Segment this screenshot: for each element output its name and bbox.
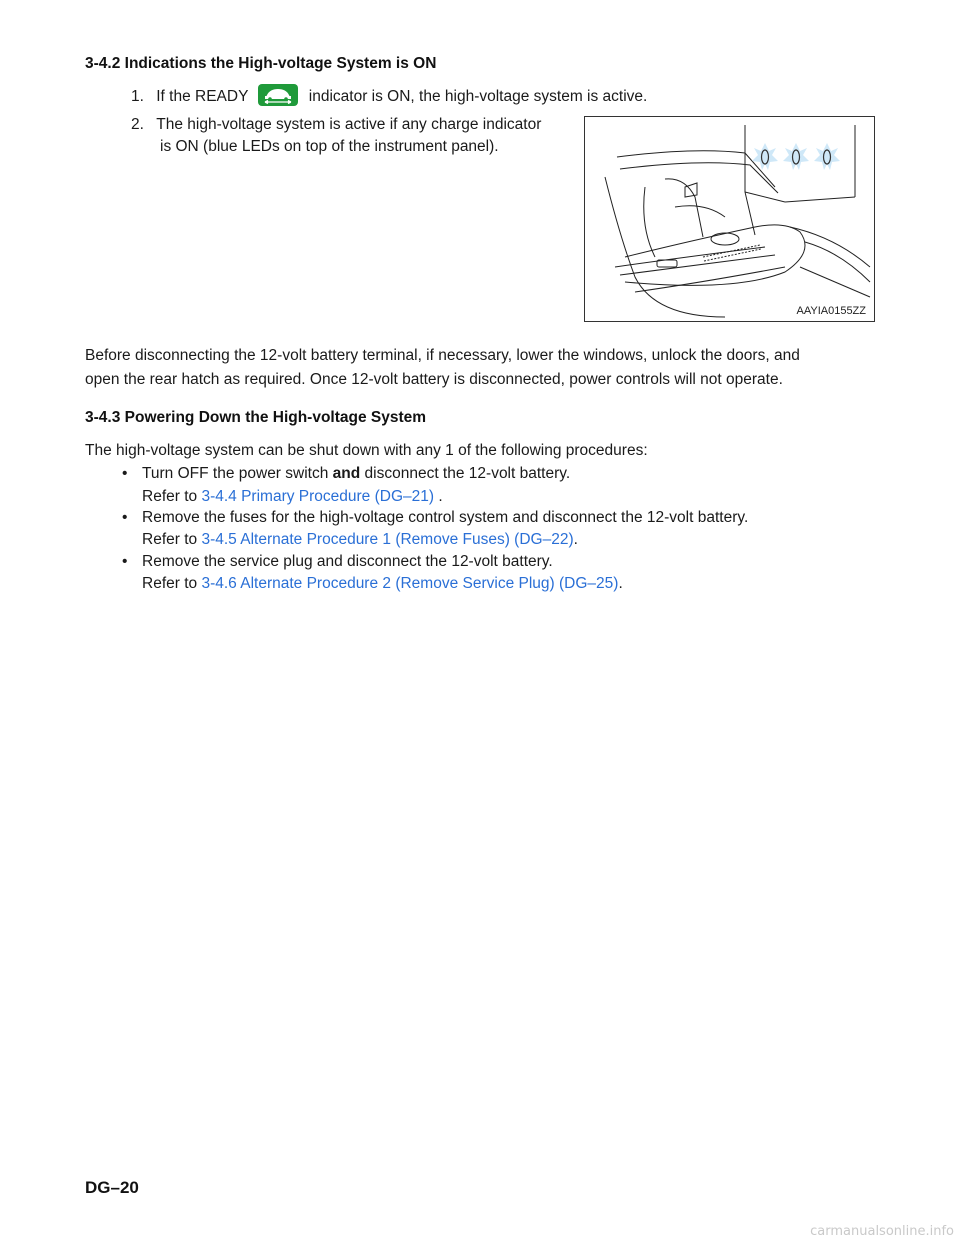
list-number: 1. bbox=[131, 88, 144, 105]
section-heading-343: 3-4.3 Powering Down the High-voltage System bbox=[85, 409, 427, 426]
list-item-1: 1. If the READY indicator is ON, the high-voltage system is active. bbox=[131, 85, 647, 109]
bullet-marker: • bbox=[122, 553, 128, 570]
intro-paragraph-line2: open the rear hatch as required. Once 12-volt battery is disconnected, power controls will not operate. bbox=[85, 371, 783, 388]
bullet-item-2-refer: Refer to 3-4.5 Alternate Procedure 1 (Remove Fuses) (DG–22). bbox=[142, 531, 578, 548]
list-item-2-continued: is ON (blue LEDs on top of the instrument panel). bbox=[160, 138, 499, 155]
bullet-item-3: Remove the service plug and disconnect the 12-volt battery. bbox=[142, 553, 553, 570]
figure-code: AAYIA0155ZZ bbox=[796, 305, 866, 317]
section-343-intro: The high-voltage system can be shut down with any 1 of the following procedures: bbox=[85, 442, 648, 459]
list-item-2: 2. The high-voltage system is active if any charge indicator bbox=[131, 116, 542, 133]
dashboard-illustration bbox=[585, 117, 874, 321]
section-heading-342: 3-4.2 Indications the High-voltage System is ON bbox=[85, 55, 437, 72]
link-primary-procedure[interactable]: 3-4.4 Primary Procedure (DG–21) bbox=[201, 488, 439, 505]
page-number: DG–20 bbox=[85, 1178, 139, 1197]
charge-indicator-figure bbox=[584, 116, 875, 322]
ready-indicator-icon bbox=[258, 84, 298, 106]
bullet-marker: • bbox=[122, 465, 128, 482]
link-alternate-procedure-1[interactable]: 3-4.5 Alternate Procedure 1 (Remove Fuses) (DG–22) bbox=[201, 531, 574, 548]
bullet-item-2: Remove the fuses for the high-voltage control system and disconnect the 12-volt battery. bbox=[142, 509, 749, 526]
watermark: carmanualsonline.info bbox=[810, 1224, 954, 1239]
bullet-item-3-refer: Refer to 3-4.6 Alternate Procedure 2 (Remove Service Plug) (DG–25). bbox=[142, 575, 623, 592]
bullet-marker: • bbox=[122, 509, 128, 526]
bullet-item-1-refer: Refer to 3-4.4 Primary Procedure (DG–21) . bbox=[142, 488, 443, 505]
bullet-item-1: Turn OFF the power switch and disconnect the 12-volt battery. bbox=[142, 465, 571, 482]
blue-led-indicators bbox=[752, 143, 840, 170]
list-number: 2. bbox=[131, 116, 144, 133]
link-alternate-procedure-2[interactable]: 3-4.6 Alternate Procedure 2 (Remove Service Plug) (DG–25) bbox=[201, 575, 619, 592]
intro-paragraph-line1: Before disconnecting the 12-volt battery terminal, if necessary, lower the windows, unlock the doors, and bbox=[85, 347, 800, 364]
